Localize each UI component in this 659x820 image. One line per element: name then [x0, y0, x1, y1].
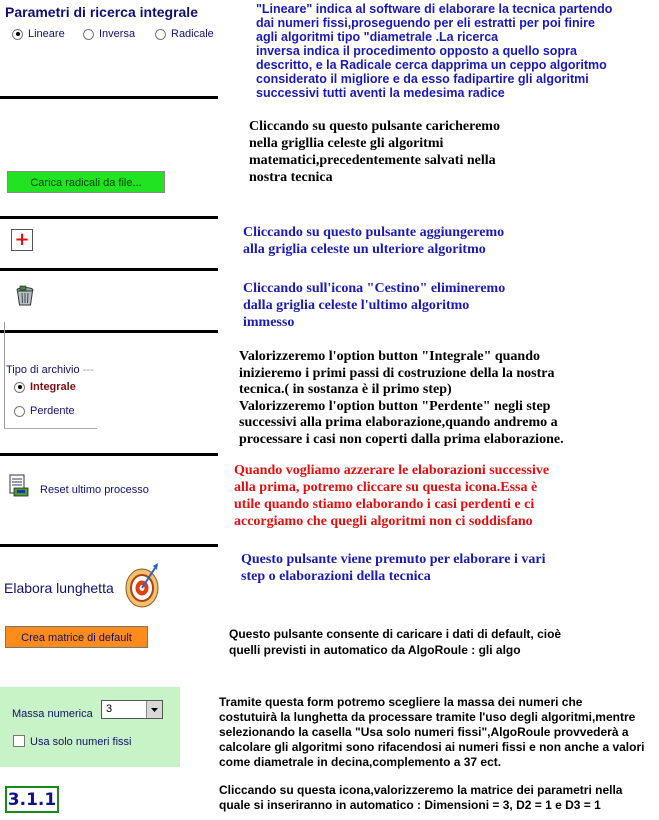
desc-line: nella grigllia celeste gli algoritmi	[249, 136, 444, 151]
divider	[0, 268, 218, 271]
desc-line: Valorizzeremo l'option button "Perdente" negli step	[239, 398, 551, 414]
option-integrale-label: Integrale	[30, 381, 76, 393]
desc-line: successivi alla prima elaborazione,quando andremo a	[239, 415, 558, 430]
target-arrow-icon	[124, 560, 160, 610]
reset-description	[234, 462, 549, 530]
desc-line: quale si inseriranno in automatico : Dimensioni = 3, D2 = 1 e D3 = 1	[219, 798, 601, 812]
option-radicale-label: Radicale	[171, 28, 214, 40]
elabora-button[interactable]	[4, 560, 164, 612]
archive-description	[239, 349, 564, 448]
desc-line: alla prima, potremo cliccare su questa icona.Essa è	[234, 480, 538, 495]
trash-button[interactable]	[13, 284, 37, 308]
desc-line: selezionando la casella "Usa solo numeri fissi",AlgoRoule provvederà a	[219, 725, 629, 739]
mass-description	[219, 695, 644, 770]
load-radicals-button[interactable]: Carica radicali da file...	[7, 171, 165, 193]
desc-line: dalla griglia celeste l'ultimo algoritmo	[243, 298, 470, 313]
elabora-description	[241, 551, 545, 585]
divider	[0, 453, 218, 456]
desc-line: accorgiamo che quegli algoritmi non ci soddisfano	[234, 514, 533, 529]
fixed-numbers-checkbox[interactable]	[13, 732, 131, 750]
create-default-matrix-button[interactable]: Crea matrice di default	[5, 626, 148, 648]
option-perdente-label: Perdente	[30, 405, 75, 417]
mass-panel	[0, 687, 180, 767]
option-perdente[interactable]	[14, 405, 75, 417]
desc-line: "Lineare" indica al software di elaborare la tecnica partendo	[256, 2, 613, 16]
option-integrale[interactable]	[14, 381, 76, 393]
desc-line: step o elaborazioni della tecnica	[241, 569, 431, 584]
divider	[0, 216, 218, 219]
add-algorithm-button[interactable]	[11, 229, 33, 251]
desc-line: Questo pulsante viene premuto per elaborare i vari	[241, 552, 546, 567]
desc-line: Cliccando su questo pulsante aggiungeremo	[243, 225, 505, 240]
option-radicale[interactable]	[155, 28, 214, 40]
radio-inversa-icon	[83, 29, 94, 40]
option-lineare-label: Lineare	[28, 28, 65, 40]
reset-button[interactable]	[8, 474, 158, 500]
desc-line: utile quando stiamo elaborando i casi perdenti e ci	[234, 497, 535, 512]
elabora-label: Elabora lunghetta	[4, 580, 114, 596]
checkbox-box-icon	[13, 735, 25, 747]
document-reset-icon	[8, 474, 30, 498]
desc-line: alla griglia celeste un ulteriore algoritmo	[243, 242, 486, 257]
desc-line: Questo pulsante consente di caricare i dati di default, cioè	[229, 627, 562, 641]
desc-line: tecnica.( in sostanza è il primo step)	[239, 382, 452, 397]
dimensions-label: 3.1.1	[7, 790, 57, 810]
radio-radicale-icon	[155, 29, 166, 40]
option-inversa-label: Inversa	[99, 28, 136, 40]
desc-line: descritto, e la Radicale cerca dapprima un ceppo algoritmo	[256, 58, 607, 72]
desc-line: Cliccando sull'icona "Cestino" elimineremo	[243, 281, 506, 296]
divider	[0, 96, 218, 99]
trash-description	[243, 280, 505, 331]
desc-line: calcolare gli algoritmi sono rifacendosi ai numeri fissi e non anche a valori	[219, 740, 645, 754]
desc-line: Cliccando su questo pulsante caricheremo	[249, 119, 500, 134]
desc-line: Tramite questa form potremo scegliere la massa dei numeri che	[219, 695, 583, 709]
chevron-down-icon[interactable]	[146, 701, 162, 718]
archive-type-legend	[6, 364, 96, 376]
desc-line: Quando vogliamo azzerare le elaborazioni successive	[234, 463, 550, 478]
params-description	[256, 2, 612, 100]
desc-line: processare i casi non coperti dalla prima elaborazione.	[239, 431, 564, 447]
desc-line: agli algoritmi tipo "diametrale .La ricerca	[256, 30, 499, 44]
mass-label: Massa numerica	[12, 708, 93, 720]
plus-icon: +	[14, 229, 30, 250]
radio-integrale-icon	[14, 382, 25, 393]
desc-line: dai numeri fissi,proseguendo per eli estratti per poi finire	[256, 16, 595, 30]
dimensions-description	[219, 783, 622, 813]
reset-label: Reset ultimo processo	[40, 484, 149, 496]
desc-line: immesso	[243, 315, 295, 330]
desc-line: Cliccando su questa icona,valorizzeremo la matrice dei parametri nella	[219, 783, 623, 797]
add-description	[243, 224, 504, 258]
desc-line: quelli previsti in automatico da AlgoRoule : gli algo	[229, 643, 521, 657]
desc-line: considerato il migliore e da esso fadipartire gli algoritmi	[256, 72, 589, 86]
radio-perdente-icon	[14, 406, 25, 417]
archive-legend-label: Tipo di archivio	[6, 364, 80, 376]
trash-icon	[13, 284, 37, 308]
desc-line: inizieremo i primi passi di costruzione della la nostra	[239, 365, 555, 381]
fixed-numbers-label: Usa solo numeri fissi	[30, 736, 132, 748]
option-lineare[interactable]	[12, 28, 65, 40]
desc-line: inversa indica il procedimento opposto a quello sopra	[256, 44, 577, 58]
desc-line: come diametrale in decina,complemento a 37 ect.	[219, 755, 502, 769]
load-description	[249, 118, 500, 186]
mass-select-value: 3	[106, 703, 113, 715]
desc-line: successivi tutti aventi la medesima radice	[256, 86, 505, 100]
radio-lineare-icon	[12, 29, 23, 40]
matrix-description	[229, 626, 561, 658]
divider	[0, 544, 218, 547]
mass-select[interactable]	[101, 700, 163, 719]
option-inversa[interactable]	[83, 28, 135, 40]
desc-line: Valorizzeremo l'option button "Integrale" quando	[239, 349, 540, 364]
desc-line: nostra tecnica	[249, 170, 333, 185]
desc-line: matematici,precedentemente salvati nella	[249, 153, 496, 168]
legend-trail: ---	[79, 364, 94, 376]
dimensions-icon-button[interactable]	[5, 786, 59, 813]
params-title: Parametri di ricerca integrale	[5, 4, 198, 20]
desc-line: costutuirà la lunghetta da processare tramite l'uso degli algoritmi,mentre	[219, 710, 636, 724]
